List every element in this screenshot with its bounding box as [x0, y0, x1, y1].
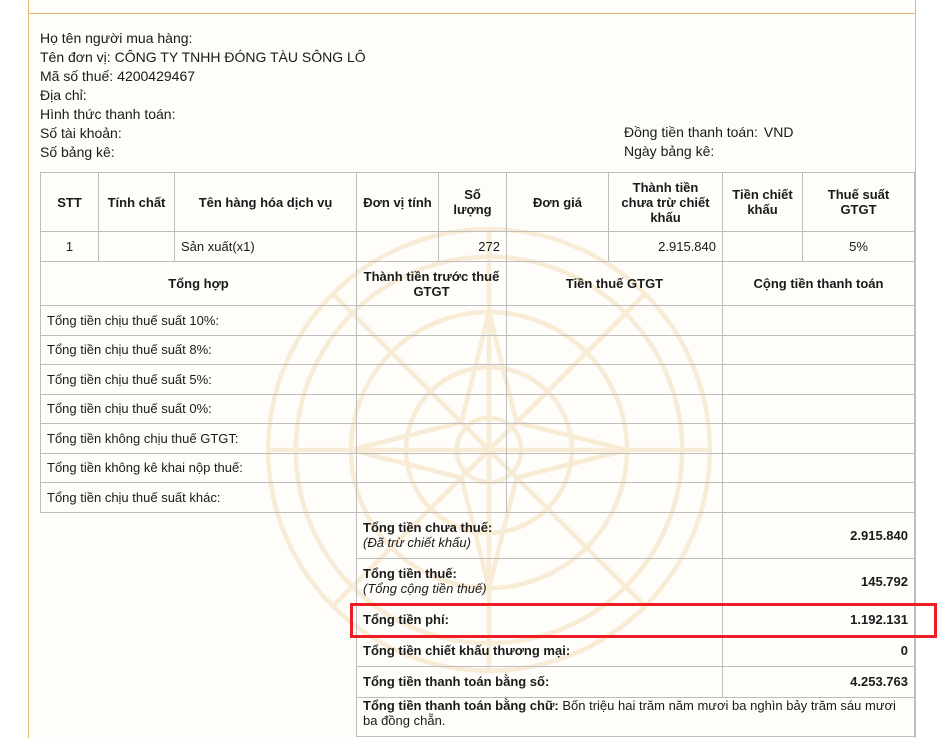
- payment-number-row: [41, 666, 915, 697]
- buyer-info: [40, 29, 366, 162]
- table-row: [41, 232, 915, 262]
- payment-number-value: 4.253.763: [723, 666, 915, 697]
- col-discount: Tiền chiết khấu: [723, 173, 803, 232]
- summary-row-label: Tổng tiền chịu thuế suất 10%:: [41, 306, 357, 336]
- address-label: Địa chỉ:: [40, 87, 87, 103]
- col-qty: Số lượng: [439, 173, 507, 232]
- col-stt: STT: [41, 173, 99, 232]
- summary-col-total: Cộng tiền thanh toán: [723, 262, 915, 306]
- summary-col-group: Tổng hợp: [41, 262, 357, 306]
- statement-no-label: Số bảng kê:: [40, 144, 115, 160]
- table-row: [41, 453, 915, 483]
- total-pretax-value: 2.915.840: [723, 512, 915, 558]
- summary-row-label: Tổng tiền chịu thuế suất 0%:: [41, 394, 357, 424]
- tax-code-value: 4200429467: [117, 68, 196, 84]
- item-unit: [357, 232, 439, 262]
- unit-value: CÔNG TY TNHH ĐÓNG TÀU SÔNG LÔ: [114, 49, 366, 65]
- item-price: [507, 232, 609, 262]
- table-row: [41, 365, 915, 395]
- col-price: Đơn giá: [507, 173, 609, 232]
- item-stt: 1: [41, 232, 99, 262]
- summary-row-label: Tổng tiền chịu thuế suất khác:: [41, 483, 357, 513]
- tax-code-label: Mã số thuế:: [40, 68, 114, 84]
- trade-discount-row: [41, 635, 915, 666]
- item-vat-rate: 5%: [803, 232, 915, 262]
- unit-label: Tên đơn vị:: [40, 49, 111, 65]
- total-pretax-row: [41, 512, 915, 558]
- payment-words-label: Tổng tiền thanh toán bằng chữ:: [363, 697, 559, 713]
- account-label: Số tài khoản:: [40, 125, 122, 141]
- top-border: [29, 13, 915, 14]
- summary-row-label: Tổng tiền không chịu thuế GTGT:: [41, 424, 357, 454]
- payment-method-label: Hình thức thanh toán:: [40, 106, 176, 122]
- table-row: [41, 483, 915, 513]
- total-tax-label: Tổng tiền thuế:: [363, 566, 457, 581]
- col-amount: Thành tiền chưa trừ chiết khấu: [609, 173, 723, 232]
- payment-number-label: Tổng tiền thanh toán bằng số:: [357, 666, 723, 697]
- currency-label: Đồng tiền thanh toán:: [624, 124, 758, 140]
- currency-info: [624, 123, 793, 161]
- payment-words-value: Bốn triệu hai trăm năm mươi ba nghìn bảy trăm sáu mươi ba đồng chẵn.: [363, 697, 896, 728]
- total-pretax-label: Tổng tiền chưa thuế:: [363, 520, 493, 535]
- trade-discount-value: 0: [723, 635, 915, 666]
- buyer-name-label: Họ tên người mua hàng:: [40, 30, 193, 46]
- col-vat-rate: Thuế suất GTGT: [803, 173, 915, 232]
- total-tax-row: [41, 558, 915, 604]
- total-pretax-sub: (Đã trừ chiết khấu): [363, 535, 471, 550]
- summary-col-vat: Tiền thuế GTGT: [507, 262, 723, 306]
- summary-row-label: Tổng tiền chịu thuế suất 5%:: [41, 365, 357, 395]
- item-qty: 272: [439, 232, 507, 262]
- payment-words-row: [41, 697, 915, 736]
- invoice-table: [40, 172, 915, 737]
- statement-date-label: Ngày bảng kê:: [624, 143, 715, 159]
- summary-row-label: Tổng tiền chịu thuế suất 8%:: [41, 335, 357, 365]
- total-tax-value: 145.792: [723, 558, 915, 604]
- col-nature: Tính chất: [99, 173, 175, 232]
- trade-discount-label: Tổng tiền chiết khấu thương mại:: [357, 635, 723, 666]
- total-fee-value: 1.192.131: [723, 604, 915, 635]
- table-row: [41, 335, 915, 365]
- total-fee-row: [41, 604, 915, 635]
- total-tax-sub: (Tổng cộng tiền thuế): [363, 581, 487, 596]
- currency-value: VND: [763, 124, 794, 140]
- item-name: Sản xuất(x1): [175, 232, 357, 262]
- col-name: Tên hàng hóa dịch vụ: [175, 173, 357, 232]
- items-header-row: [41, 173, 915, 232]
- table-row: [41, 394, 915, 424]
- item-nature: [99, 232, 175, 262]
- total-fee-label: Tổng tiền phí:: [357, 604, 723, 635]
- summary-col-before-tax: Thành tiền trước thuế GTGT: [357, 262, 507, 306]
- summary-row-label: Tổng tiền không kê khai nộp thuế:: [41, 453, 357, 483]
- item-discount: [723, 232, 803, 262]
- col-unit: Đơn vị tính: [357, 173, 439, 232]
- summary-header-row: [41, 262, 915, 306]
- table-row: [41, 424, 915, 454]
- item-amount: 2.915.840: [609, 232, 723, 262]
- table-row: [41, 306, 915, 336]
